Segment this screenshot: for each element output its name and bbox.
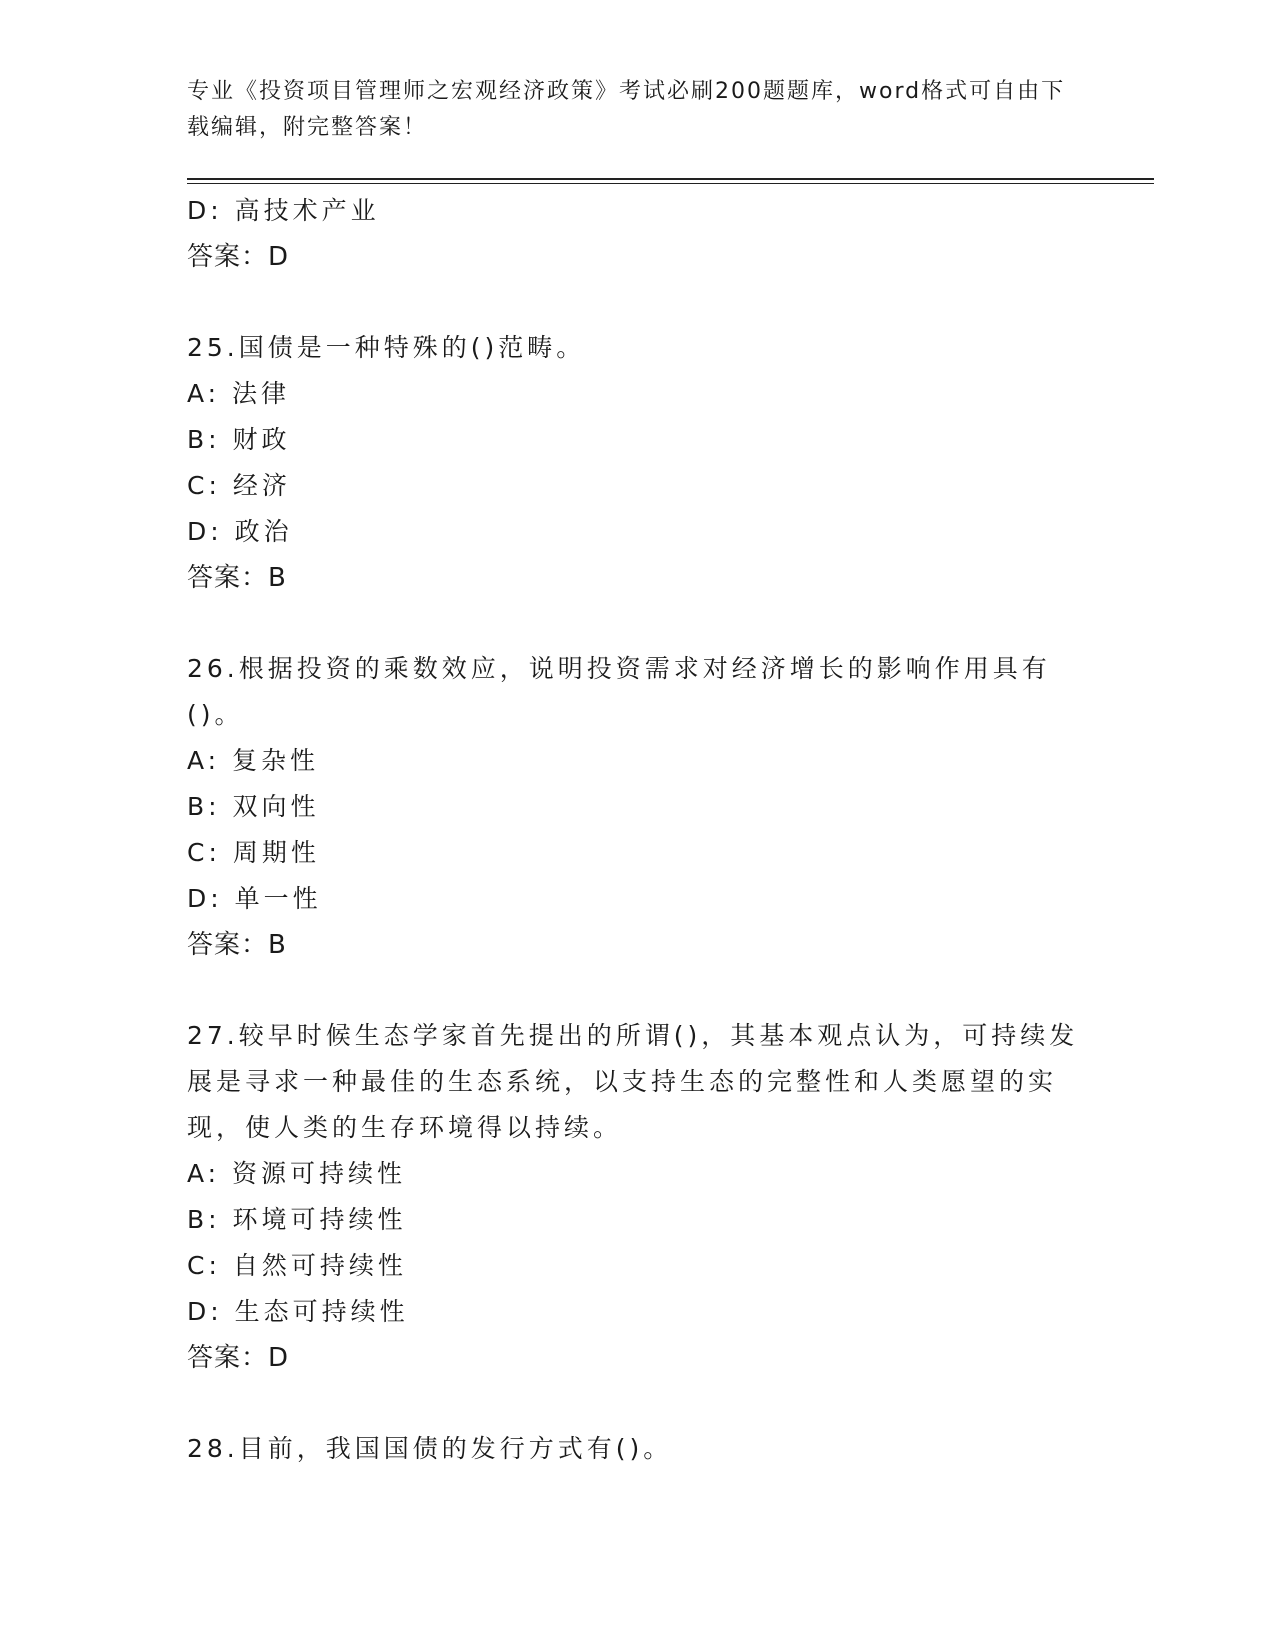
option-a: A: 复杂性 — [187, 746, 320, 775]
spacer — [187, 1381, 1087, 1426]
header-divider-thick — [187, 178, 1154, 180]
option-b: B: 环境可持续性 — [187, 1205, 407, 1234]
option-a: A: 资源可持续性 — [187, 1159, 407, 1188]
question-28 — [187, 1426, 1087, 1472]
option-c: C: 自然可持续性 — [187, 1251, 407, 1280]
answer: 答案：B — [187, 930, 287, 960]
answer: 答案：D — [187, 242, 290, 272]
option-d: D: 单一性 — [187, 884, 322, 913]
header-divider-thin — [187, 183, 1154, 184]
option-d: D: 高技术产业 — [187, 196, 380, 225]
question-27 — [187, 1013, 1087, 1381]
spacer — [187, 968, 1087, 1013]
option-c: C: 经济 — [187, 471, 291, 500]
question-stem: 27.较早时候生态学家首先提出的所谓()，其基本观点认为，可持续发展是寻求一种最佳的生态系统，以支持生态的完整性和人类愿望的实现，使人类的生存环境得以持续。 — [187, 1021, 1079, 1142]
question-content — [187, 188, 1087, 1472]
document-header: 专业《投资项目管理师之宏观经济政策》考试必刷200题题库，word格式可自由下载编辑，附完整答案！ — [187, 79, 1066, 140]
question-25 — [187, 325, 1087, 601]
option-b: B: 双向性 — [187, 792, 320, 821]
option-c: C: 周期性 — [187, 838, 320, 867]
prev-question-tail — [187, 188, 1087, 280]
question-stem: 25.国债是一种特殊的()范畴。 — [187, 333, 586, 362]
option-d: D: 政治 — [187, 517, 293, 546]
spacer — [187, 280, 1087, 325]
option-b: B: 财政 — [187, 425, 291, 454]
question-stem: 26.根据投资的乘数效应，说明投资需求对经济增长的影响作用具有()。 — [187, 654, 1051, 729]
answer: 答案：B — [187, 563, 287, 593]
question-stem: 28.目前，我国国债的发行方式有()。 — [187, 1434, 673, 1463]
answer: 答案：D — [187, 1343, 290, 1373]
question-26 — [187, 646, 1087, 968]
spacer — [187, 601, 1087, 646]
option-a: A: 法律 — [187, 379, 291, 408]
option-d: D: 生态可持续性 — [187, 1297, 409, 1326]
